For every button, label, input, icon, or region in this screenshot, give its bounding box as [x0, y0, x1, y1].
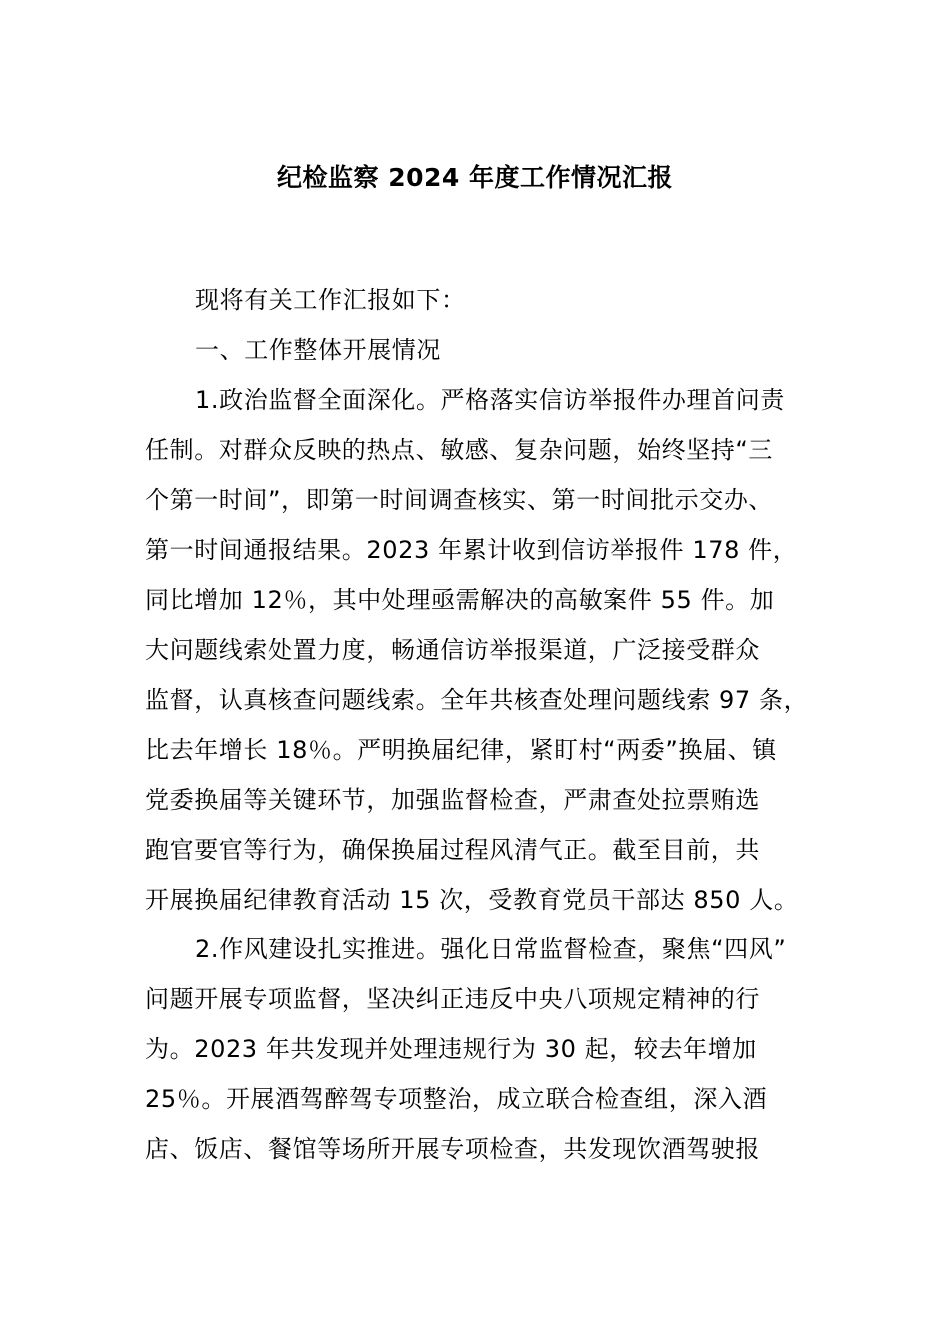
paragraph-line: 个第一时间”，即第一时间调查核实、第一时间批示交办、 — [145, 486, 774, 514]
paragraph-line: 为。2023 年共发现并处理违规行为 30 起，较去年增加 — [145, 1035, 757, 1063]
document-title: 纪检监察 2024 年度工作情况汇报 — [277, 163, 673, 192]
paragraph-line: 跑官要官等行为，确保换届过程风清气正。截至目前，共 — [145, 836, 760, 864]
paragraph-line: 2.作风建设扎实推进。强化日常监督检查，聚焦“四风” — [195, 935, 787, 963]
paragraph-line: 25％。开展酒驾醉驾专项整治，成立联合检查组，深入酒 — [145, 1085, 768, 1113]
paragraph-line: 问题开展专项监督，坚决纠正违反中央八项规定精神的行 — [145, 985, 760, 1013]
paragraph-line: 监督，认真核查问题线索。全年共核查处理问题线索 97 条， — [145, 686, 809, 714]
paragraph-line: 开展换届纪律教育活动 15 次，受教育党员干部达 850 人。 — [145, 886, 799, 914]
paragraph-line: 店、饭店、餐馆等场所开展专项检查，共发现饮酒驾驶报 — [145, 1135, 760, 1163]
paragraph-line: 同比增加 12％，其中处理亟需解决的高敏案件 55 件。加 — [145, 586, 775, 614]
intro-line: 现将有关工作汇报如下： — [195, 286, 466, 314]
paragraph-line: 大问题线索处置力度，畅通信访举报渠道，广泛接受群众 — [145, 636, 760, 664]
paragraph-line: 1.政治监督全面深化。严格落实信访举报件办理首问责 — [195, 386, 785, 414]
paragraph-line: 党委换届等关键环节，加强监督检查，严肃查处拉票贿选 — [145, 786, 760, 814]
paragraph-line: 第一时间通报结果。2023 年累计收到信访举报件 178 件， — [145, 536, 798, 564]
section-heading: 一、工作整体开展情况 — [195, 336, 441, 364]
paragraph-line: 任制。对群众反映的热点、敏感、复杂问题，始终坚持“三 — [145, 436, 774, 464]
paragraph-line: 比去年增长 18％。严明换届纪律，紧盯村“两委”换届、镇 — [145, 736, 777, 764]
